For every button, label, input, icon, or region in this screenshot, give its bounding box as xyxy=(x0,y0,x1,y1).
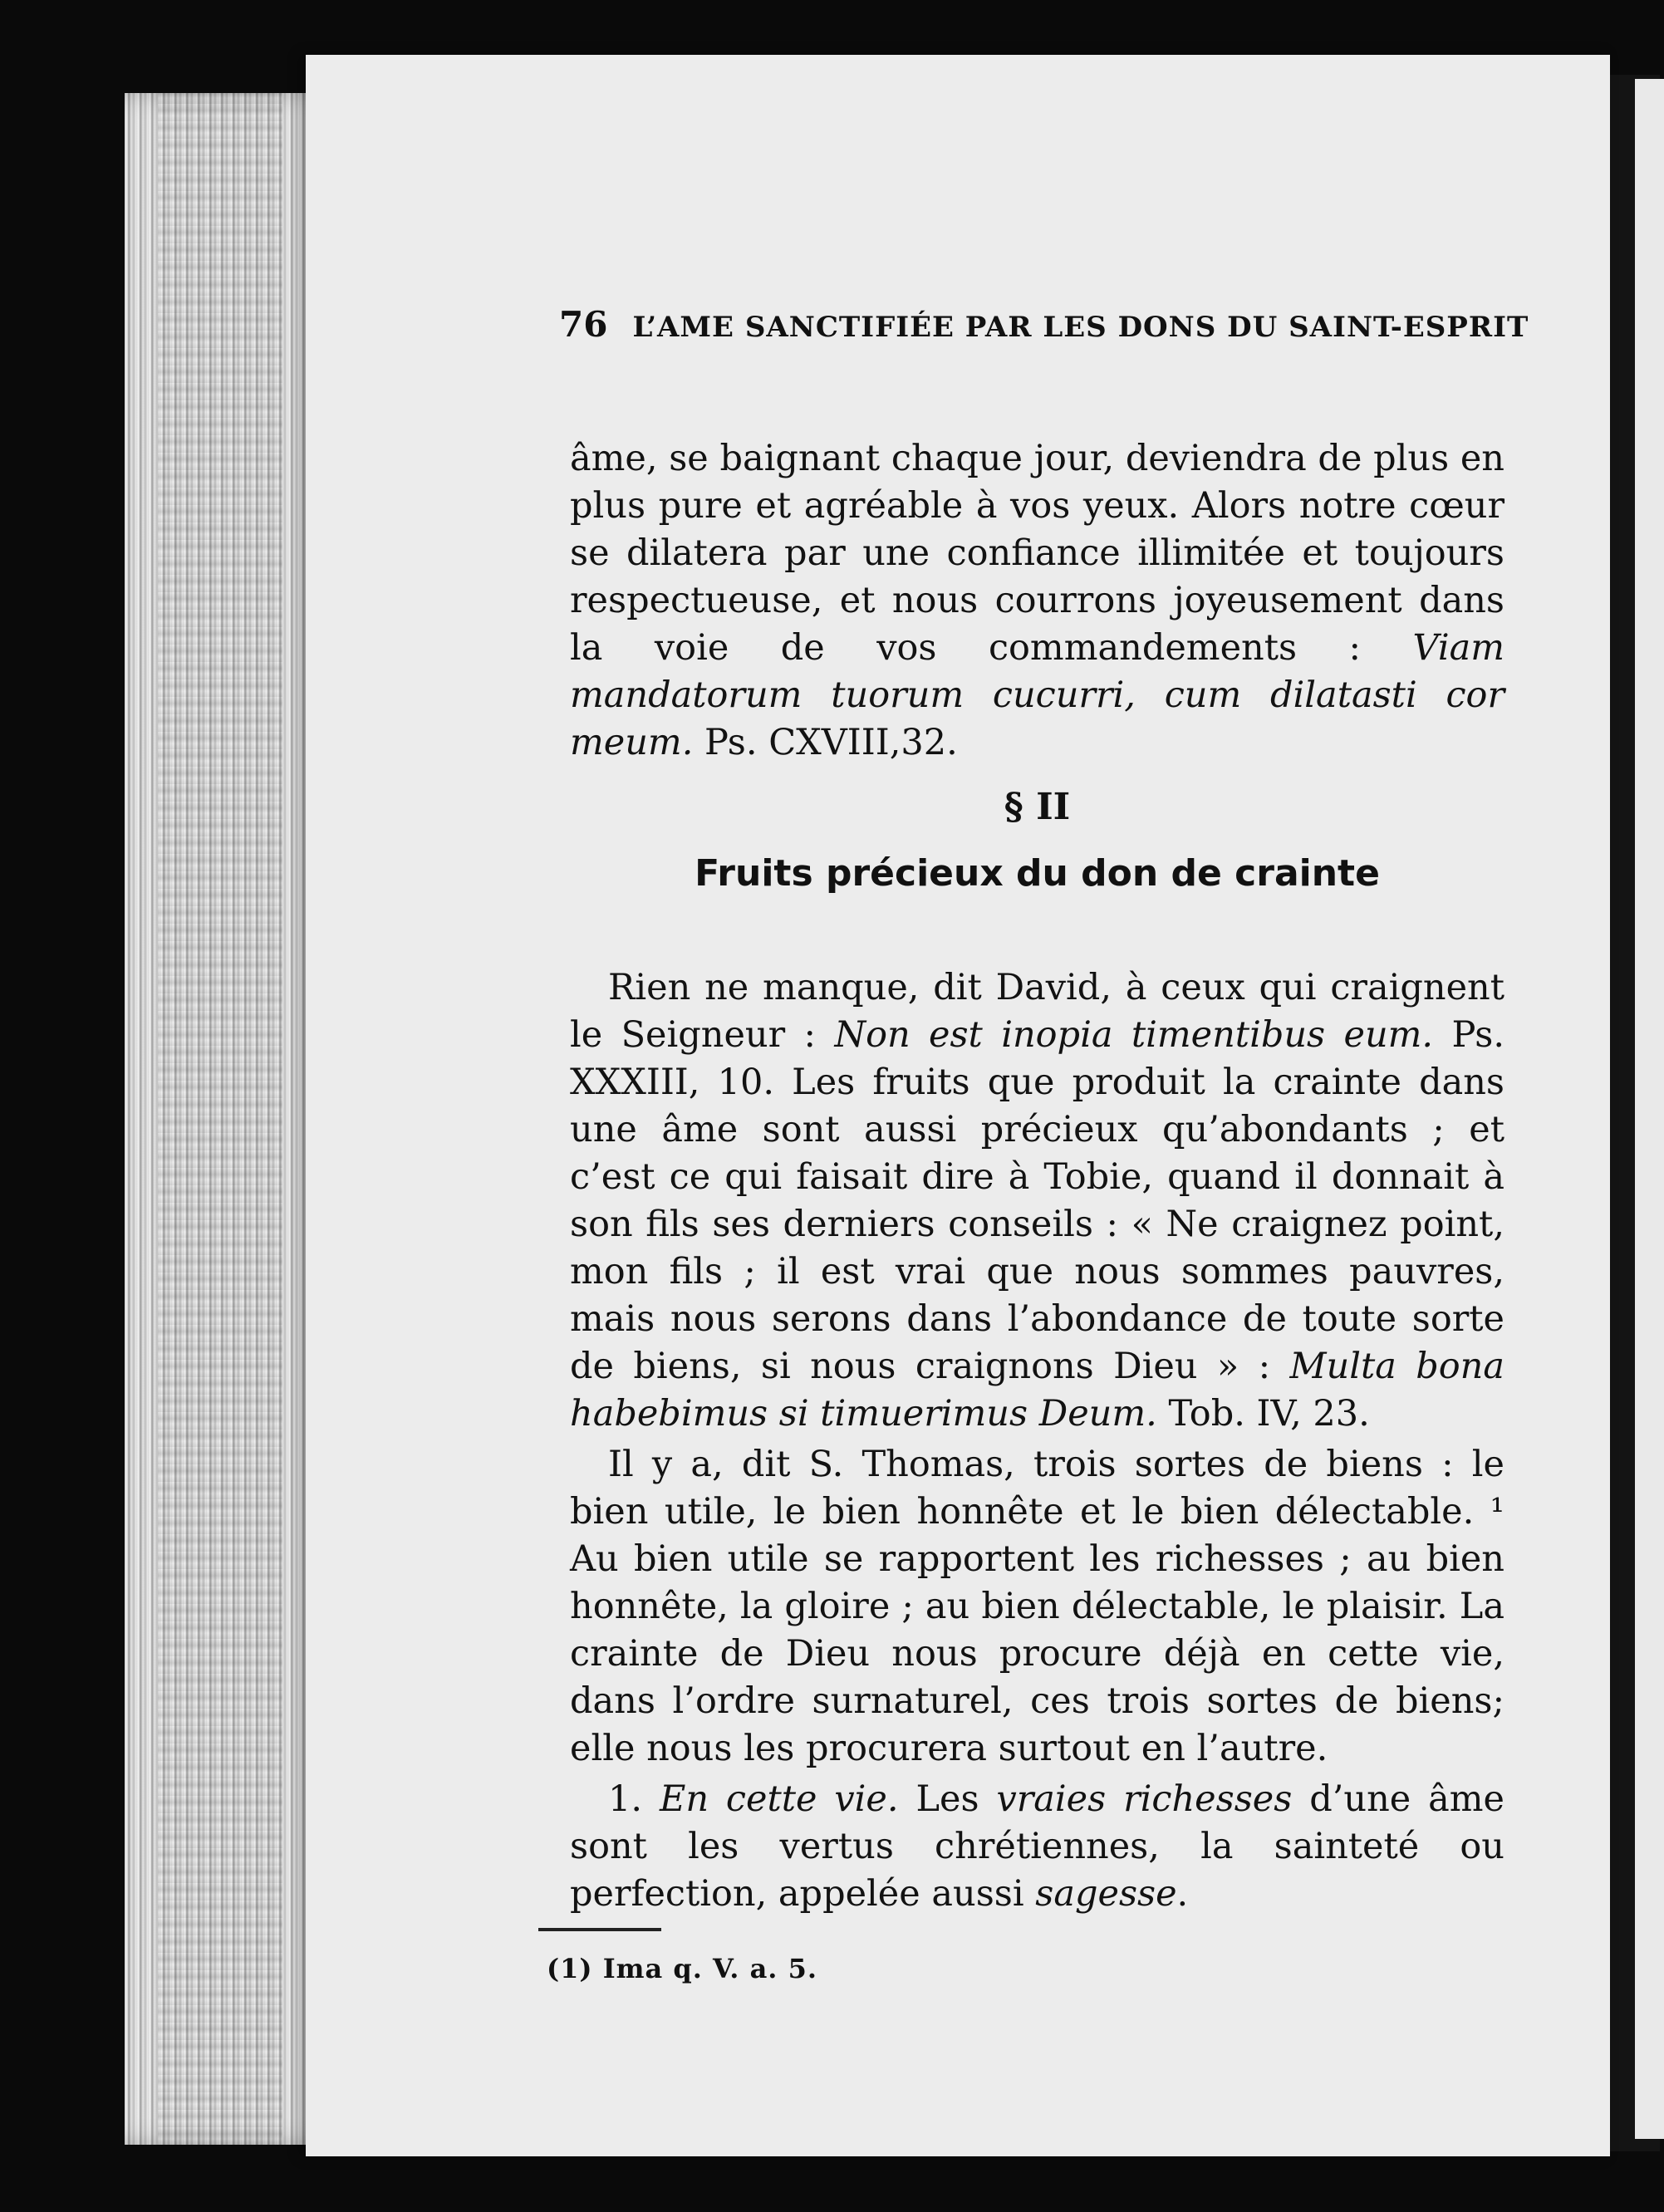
paragraph-1 xyxy=(570,964,1504,1438)
paragraph xyxy=(570,435,1504,767)
paragraph-text: âme, se baignant chaque jour, deviendra de plus en plus pure et agréable à vos yeux. Alors notre cœur se dilatera par une confiance illimitée et toujours respectueuse, et nous courrons joyeusement dans la voie de vos commandements : xyxy=(570,438,1504,669)
footnote-divider xyxy=(538,1928,661,1931)
book-page xyxy=(306,55,1610,2156)
section-title: Fruits précieux du don de crainte xyxy=(695,852,1380,895)
paragraph-text: d’une âme sont les vertus chrétiennes, la sainteté ou perfection, appelée aussi xyxy=(570,1778,1504,1915)
paragraph-3 xyxy=(570,1776,1504,1918)
footnote: (1) Ima q. V. a. 5. xyxy=(547,1953,817,1984)
italic-phrase: sagesse xyxy=(1035,1873,1177,1915)
paragraph-text: Les xyxy=(898,1778,997,1820)
running-title: L’AME SANCTIFIÉE PAR LES DONS DU SAINT-ESPRIT xyxy=(632,311,1529,344)
italic-phrase: vraies richesses xyxy=(996,1778,1293,1820)
paragraph-text: Ps. XXXIII, 10. Les fruits que produit la crainte dans une âme sont aussi précieux qu’abondants ; et c’est ce qui faisait dire à Tobie, quand il donnait à son fils ses derniers conseils : « Ne craignez point, mon fils ; il est vrai que nous sommes pauvres, mais nous serons dans l’abondance de toute sorte de biens, si nous craignons Dieu » : xyxy=(570,1014,1505,1387)
latin-quote: Non est inopia timentibus eum. xyxy=(834,1014,1434,1056)
next-page-edge xyxy=(1635,79,1664,2139)
paragraph-2 xyxy=(570,1441,1504,1773)
running-header xyxy=(559,304,1529,345)
list-number: 1. xyxy=(608,1778,660,1820)
section-number: § II xyxy=(1004,786,1071,828)
paragraph-text: . xyxy=(1176,1873,1189,1915)
paragraph-text: Il y a, dit S. Thomas, trois sortes de biens : le bien utile, le bien honnête et le bien délectable. ¹ Au bien utile se rapportent les richesses ; au bien honnête, la gloire ; au bien délectable, le plaisir. La crainte de Dieu nous procure déjà en cette vie, dans l’ordre surnaturel, ces trois sortes de biens; elle nous les procurera surtout en l’autre. xyxy=(570,1444,1504,1769)
latin-quote: Viam mandatorum tuorum cucurri, cum dilatasti cor meum. xyxy=(570,627,1504,763)
scripture-reference: Tob. IV, 23. xyxy=(1156,1393,1370,1435)
latin-quote: Multa bona habebimus si timuerimus Deum. xyxy=(570,1346,1504,1435)
section-body xyxy=(570,964,1504,1918)
scripture-reference: Ps. CXVIII,32. xyxy=(693,722,958,763)
italic-phrase: En cette vie. xyxy=(659,1778,899,1820)
continued-paragraph xyxy=(570,435,1504,767)
paragraph-text: Rien ne manque, dit David, à ceux qui craignent le Seigneur : xyxy=(570,967,1504,1056)
page-number: 76 xyxy=(559,304,608,345)
